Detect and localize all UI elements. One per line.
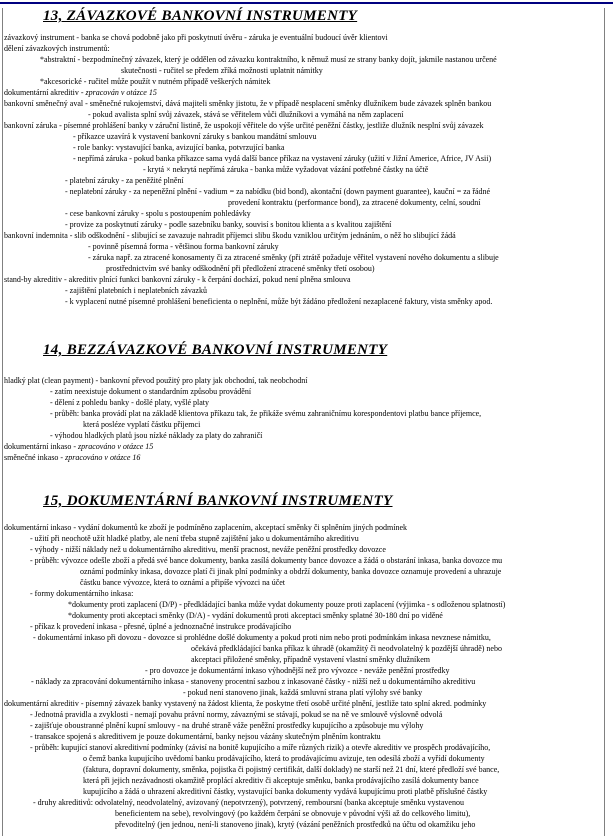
- doc-line: - dělení z pohledu banky - došlé platy, vyšlé platy: [50, 398, 209, 407]
- doc-line: oznámí podmínky inkasa, dovozce platí či jinak plní podmínky a obdrží dokumenty, banka dovozce oznamuje provedení a uhrazuje: [80, 567, 502, 576]
- doc-line: - role banky: vystavující banka, avizující banka, potvrzující banka: [73, 143, 285, 152]
- doc-line: - pokud avalista splní svůj závazek, stává se věřitelem vůči dlužníkovi a vymáhá na něm zaplacení: [88, 110, 404, 119]
- doc-line: provedení kontraktu (performance bond), za ztracené dokumenty, celní, soudní: [228, 198, 481, 207]
- doc-line: dokumentární akreditiv - písemný závazek banky vystavený na žádost klienta, že poskytne třetí osobě určité plnění, jestliže tato splní akred. podmínky: [4, 699, 487, 708]
- doc-line: prostřednictvím své banky odškodnění při předložení ztracené směnky třetí osobou): [106, 264, 375, 273]
- doc-line: - krytá × nekrytá nepřímá záruka - banka může vyžadovat vázání potřebné částky na účtě: [143, 165, 429, 174]
- doc-line: - neplatební záruky - za nepeněžní plnění - vadium = za nabídku (bid bond), akontační (down payment guarantee), kauční = za řádné: [65, 187, 491, 196]
- doc-line: bankovní indemnita - slib odškodnění - slibující se zavazuje nahradit příjemci slibu škodu vzniklou určitým jednáním, o něž ho slibující žádá: [4, 231, 456, 240]
- section-13-body: [3, 32, 604, 307]
- doc-line: beneficientem na sebe), revolvingový (po každém čerpání se obnovuje v původní výši až do celkového limitu),: [115, 809, 471, 818]
- doc-line: dokumentární inkaso - zpracováno v otázce 15: [4, 442, 154, 451]
- doc-line: částku bance vývozce, která to oznámí a připíše vývozci na účet: [80, 578, 286, 587]
- doc-line: bankovní směnečný aval - směnečné rukojemství, dává majiteli směnky jistotu, že v případě nesplacení směnky dlužníkem bude závazek splněn bankou: [4, 99, 492, 108]
- doc-line: - Jednotná pravidla a zvyklosti - nemají povahu právní normy, závaznými se stávají, pokud se na ně ve smlouvě výslovně odvolá: [30, 710, 443, 719]
- doc-line: - povinně písemná forma - většinou forma bankovní záruky: [88, 242, 279, 251]
- document-page: [2, 8, 605, 836]
- doc-line: o čemž banka kupujícího uvědomí banku prodávajícího, která to prodávajícímu avizuje, ten odesílá zboží a vyřídí dokumenty: [83, 754, 485, 763]
- doc-line: kupujícího a žádá o uhrazení akreditivní částky, vystavující banka dokumenty vydává kupujícímu proti platbě příslušné částky: [83, 787, 488, 796]
- doc-line: dokumentární inkaso - vydání dokumentů ke zboží je podmíněno zaplacením, akceptací směnky či splněním jiných podmínek: [4, 523, 408, 532]
- doc-line: - výhodou hladkých platů jsou nízké náklady za platy do zahraničí: [50, 431, 263, 440]
- section-14-body: [3, 375, 604, 463]
- doc-line: *abstraktní - bezpodmínečný závazek, který je oddělen od závazku kontraktního, k němuž musí ze strany banky dojít, jakmile nastanou určené: [40, 55, 497, 64]
- doc-line: skutečnosti - ručitel se předem zříká možnosti uplatnit námitky: [121, 66, 323, 75]
- doc-line: která posléze vyplatí částku příjemci: [83, 420, 201, 429]
- doc-line: - zajištění platebních i neplatebních závazků: [65, 286, 207, 295]
- doc-line: - transakce spojená s akreditivem je pouze dokumentární, banky nejsou vázány skutečným plněním kontraktu: [30, 732, 381, 741]
- doc-line: - příkaz k provedení inkasa - přesné, úplné a jednoznačné instrukce prodávajícího: [30, 622, 292, 631]
- doc-line: - průběh: kupující stanoví akreditivní podmínky (závisí na bonitě kupujícího a míře různých rizik) a otevře akreditiv ve prospěch prodávajícího,: [30, 743, 491, 752]
- doc-line: - záruka např. za ztracené konosamenty či za ztracené směnky (při ztrátě požaduje věřitel vystavení nového dokumentu a slibuje: [88, 253, 499, 262]
- doc-line: bankovní záruka - písemné prohlášení banky v záruční listině, že uspokojí věřitele do výše určité peněžní částky, jestliže dlužník nesplní svůj závazek: [4, 121, 484, 130]
- doc-line: - náklady za zpracování dokumentárního inkasa - stanoveny procentní sazbou z inkasované částky - nižší než u dokumentárního akreditivu: [31, 677, 476, 686]
- doc-line: - nepřímá záruka - pokud banka příkazce sama vydá další bance příkaz na vystavení záruky (užití v Jižní Americe, Africe, JV Asii): [73, 154, 492, 163]
- doc-line: (faktura, dopravní dokumenty, směnka, pojistka či pojistný certifikát, další doklady) ne starší než 21 dní, které předloží své bance,: [83, 765, 500, 774]
- doc-line: - pokud není stanoveno jinak, každá smluvní strana platí výlohy své banky: [183, 688, 423, 697]
- doc-line: *akcesorické - ručitel může použít v nutném případě veškerých námitek: [40, 77, 271, 86]
- section-heading-13: 13, ZÁVAZKOVÉ BANKOVNÍ INSTRUMENTY: [43, 8, 358, 24]
- section-heading-15: 15, DOKUMENTÁRNÍ BANKOVNÍ INSTRUMENTY: [43, 493, 393, 509]
- doc-line: - cese bankovní záruky - spolu s postoupením pohledávky: [65, 209, 251, 218]
- doc-line: směnečné inkaso - zpracováno v otázce 16: [4, 453, 141, 462]
- section-heading-14: 14, BEZZÁVAZKOVÉ BANKOVNÍ INSTRUMENTY: [43, 342, 388, 358]
- doc-line: dělení závazkových instrumentů:: [4, 44, 110, 53]
- doc-line: očekává předkládající banka příkaz k úhradě (okamžitý či neodvolatelný k pozdější úhradě) nebo: [191, 644, 502, 653]
- doc-line: - zajišťuje oboustranné plnění kupní smlouvy - na druhé straně váže peněžní prostředky kupujícího a způsobuje mu výlohy: [30, 721, 424, 730]
- doc-line: převoditelný (jen jednou, není-li stanoveno jinak), krytý (vázání peněžních prostředků na účtu od okamžiku jeho: [115, 820, 476, 829]
- doc-line: - platební záruky - za peněžité plnění: [65, 176, 184, 185]
- doc-line: - průběh: vývozce odešle zboží a předá své bance dokumenty, banka zasílá dokumenty bance dovozce a žádá o obstarání inkasa, banka dovozce mu: [30, 556, 503, 565]
- doc-line: - užití při neochotě užít hladké platby, ale není třeba stupně zajištění jako u dokumentárního akreditivu: [30, 534, 359, 543]
- doc-line: - k vyplacení nutné písemné prohlášení beneficienta o neplnění, může být žádáno předložení nezaplacené faktury, vista směnky apod.: [65, 297, 493, 306]
- doc-line: - pro dovozce je dokumentární inkaso výhodnější než pro vývozce - neváže peněžní prostředky: [145, 666, 450, 675]
- doc-line: dokumentární akreditiv - zpracován v otázce 15: [4, 88, 157, 97]
- doc-line: *dokumenty proti akceptaci směnky (D/A) - vydání dokumentů proti akceptaci směnky splatné 30-180 dní po viděné: [68, 611, 443, 620]
- doc-line: - dokumentární inkaso při dovozu - dovozce si prohlédne došlé dokumenty a pokud proti nim nebo proti podmínkám inkasa nevznese námitku,: [33, 633, 491, 642]
- doc-line: která při jejich nezávadnosti okamžitě proplácí akreditiv či akceptuje směnku, banka prodávajícího zasílá dokumenty bance: [83, 776, 479, 785]
- doc-line: hladký plat (clean payment) - bankovní převod použitý pro platy jak obchodní, tak neobchodní: [4, 376, 308, 385]
- doc-line: stand-by akreditiv - akreditiv plnící funkci bankovní záruky - k čerpání dochází, pokud není plněna smlouva: [4, 275, 351, 284]
- top-divider-rule: [0, 2, 613, 4]
- doc-line: závazkový instrument - banka se chová podobně jako při poskytnutí úvěru - záruka je eventuální budoucí úvěr klientovi: [4, 33, 388, 42]
- doc-line: - výhody - nižší náklady než u dokumentárního akreditivu, menší pracnost, neváže peněžní prostředky dovozce: [30, 545, 386, 554]
- doc-line: - příkazce uzavírá k vystavení bankovní záruky s bankou mandátní smlouvu: [73, 132, 317, 141]
- doc-line: - formy dokumentárního inkasa:: [30, 589, 134, 598]
- section-15-body: [3, 522, 604, 830]
- doc-line: - zatím neexistuje dokument o standardním způsobu provádění: [50, 387, 252, 396]
- doc-line: - provize za poskytnutí záruky - podle sazebníku banky, souvisí s bonitou klienta a s kvalitou zajištění: [65, 220, 392, 229]
- doc-line: *dokumenty proti zaplacení (D/P) - předkládající banka může vydat dokumenty pouze proti zaplacení (výjimka - s odloženou splatností): [68, 600, 506, 609]
- doc-line: akceptaci přiložené směnky, případně vystavení vlastní směnky dlužníkem: [191, 655, 430, 664]
- doc-line: - průběh: banka provádí plat na základě klientova příkazu tak, že přikáže svému zahraničnímu korespondentovi platbu bance příjemce,: [50, 409, 482, 418]
- doc-line: - druhy akreditivů: odvolatelný, neodvolatelný, avizovaný (nepotvrzený), potvrzený, remboursní (banka akceptuje směnku vystavenou: [33, 798, 464, 807]
